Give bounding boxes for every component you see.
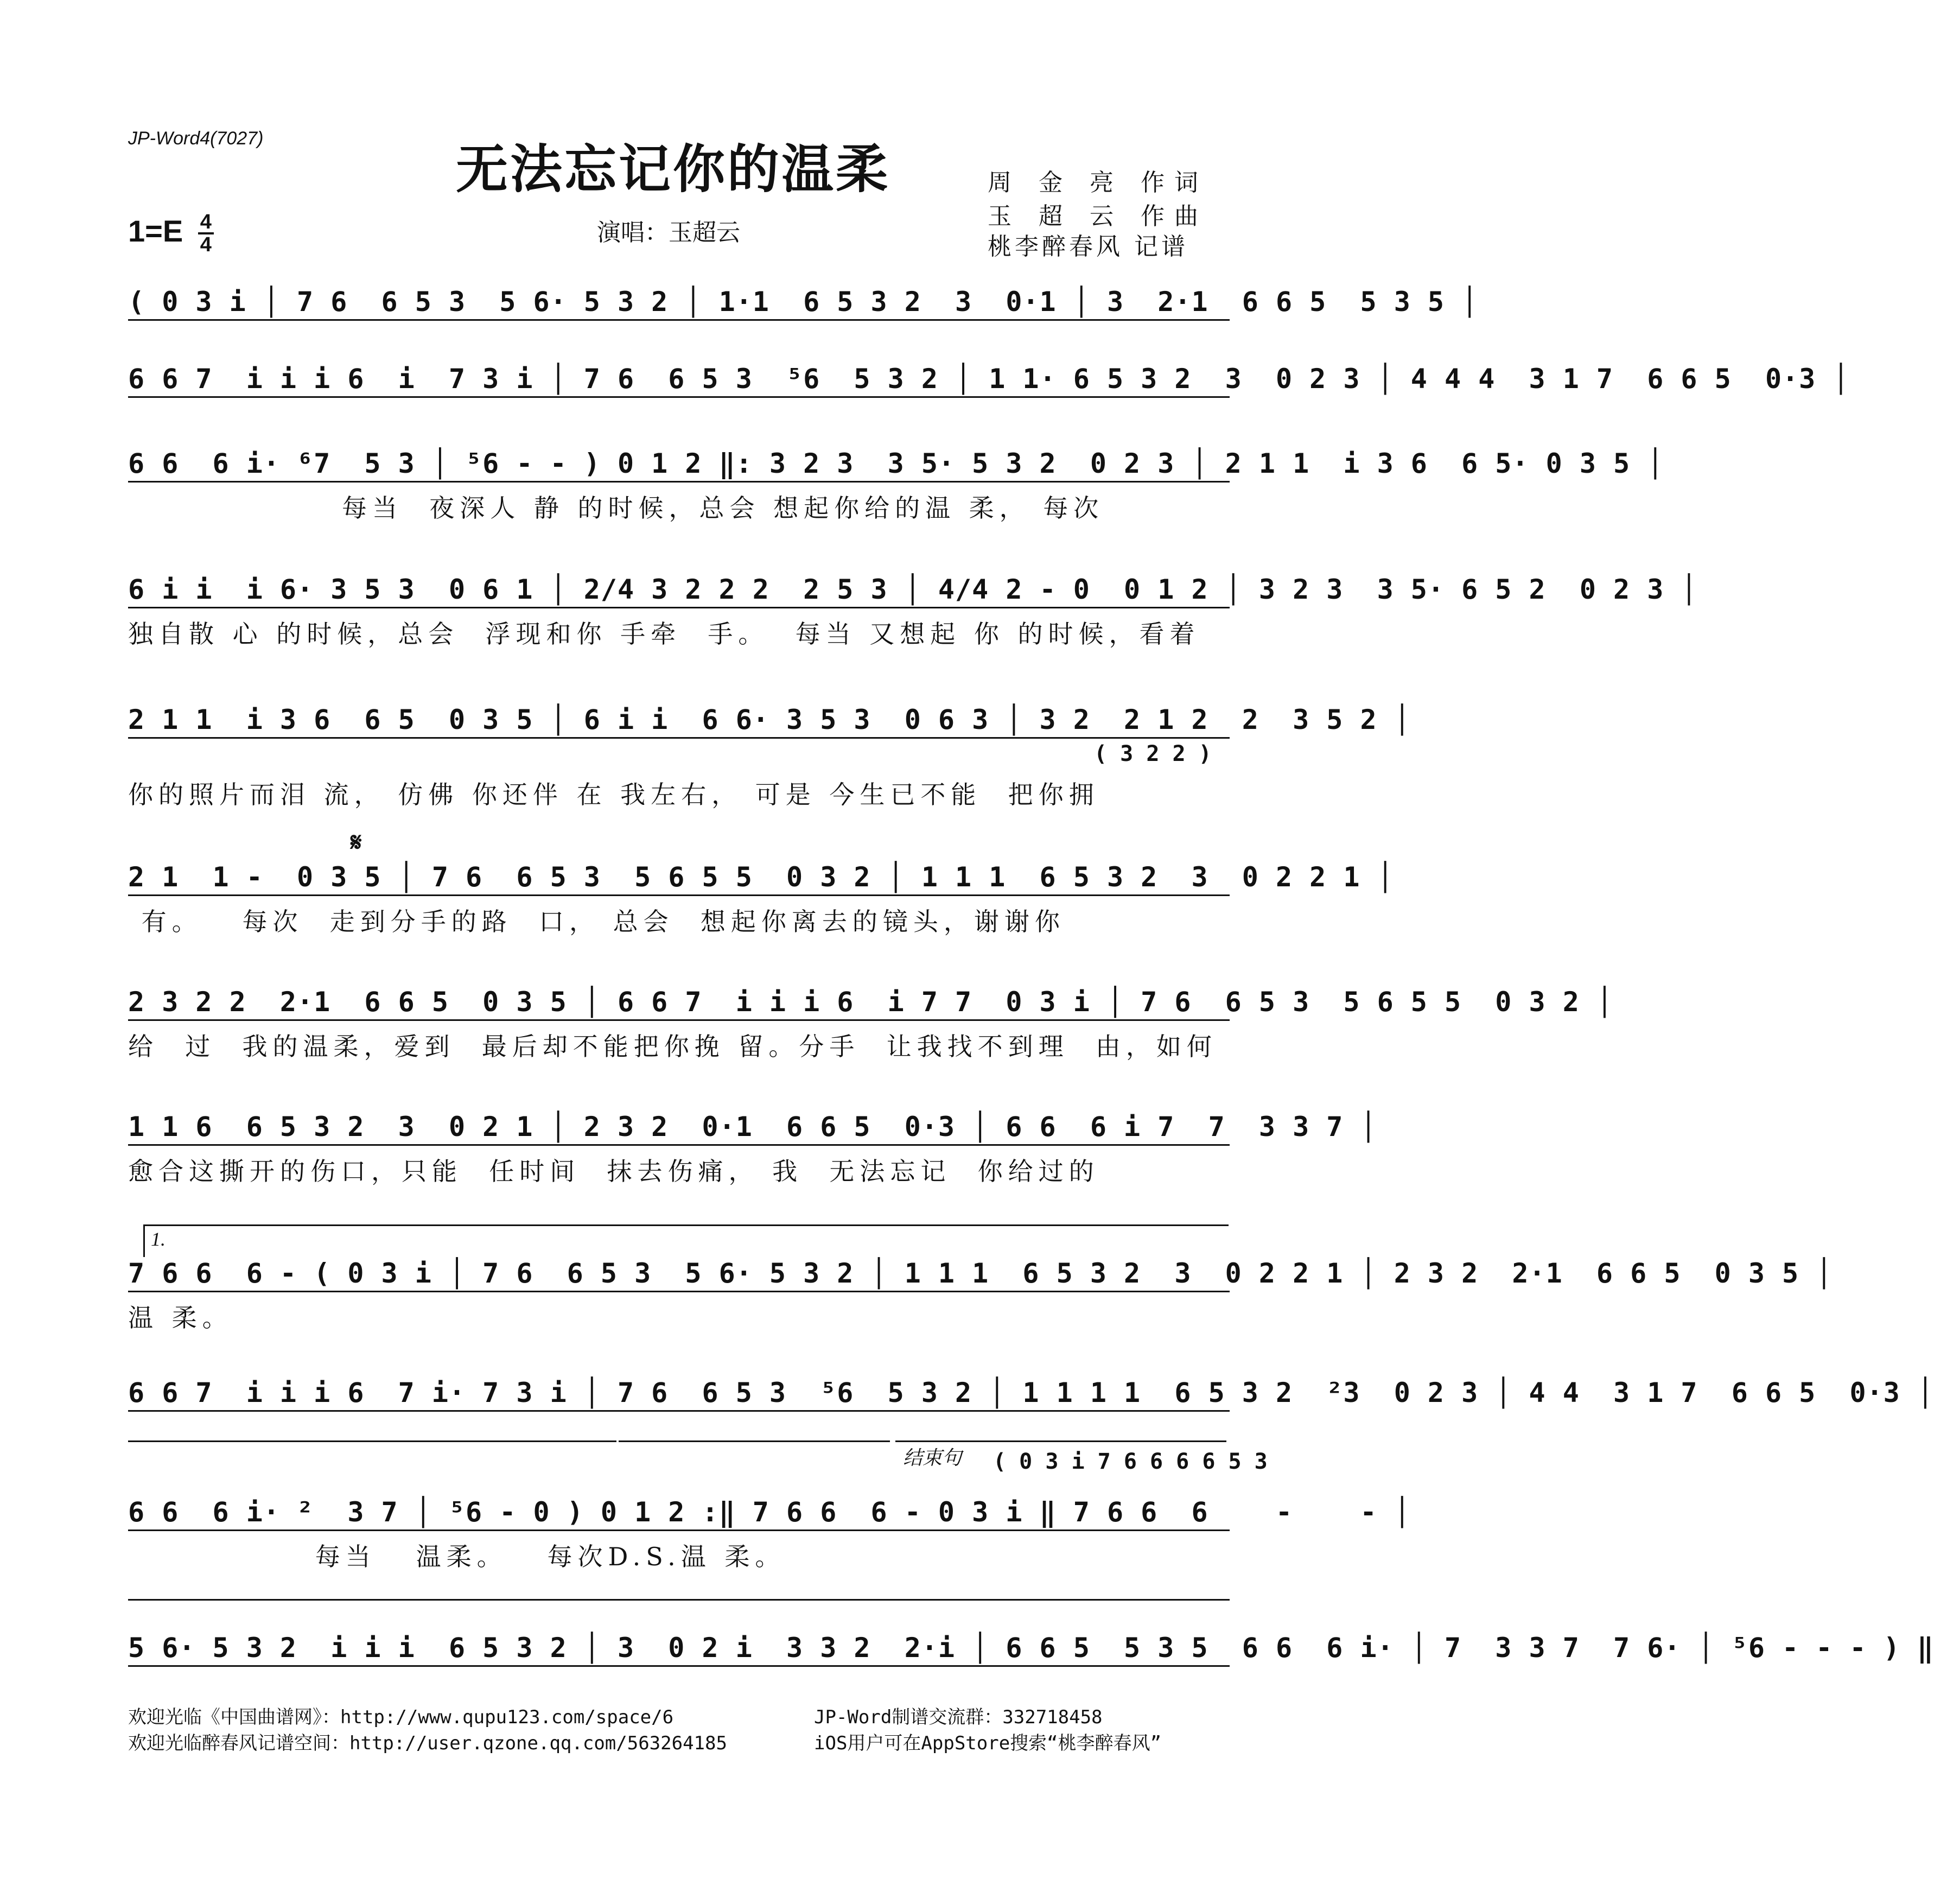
second-ending-bracket bbox=[619, 1440, 890, 1442]
key-label: 1=E bbox=[128, 213, 183, 248]
underline bbox=[128, 1410, 1230, 1412]
notes: 2 1 1 i 3 6 6 5 0 3 5 │ 6 i i 6 6· 3 5 3 0 6 3 │ 3 2 2 1 2 2 3 5 2 │ bbox=[128, 704, 1411, 735]
score-line-9 bbox=[128, 1257, 1833, 1332]
alt-notes: ( 3 2 2 ) bbox=[1094, 741, 1212, 766]
underline bbox=[128, 1291, 1230, 1292]
underline bbox=[128, 1665, 1230, 1667]
notes: 7 6 6 6 - ( 0 3 i │ 7 6 6 5 3 5 6· 5 3 2 │ 1 1 1 6 5 3 2 3 0 2 2 1 │ 2 3 2 2·1 6 6 5 0 3 5 │ bbox=[128, 1258, 1833, 1289]
lyricist-credit: 周 金 亮 作词 bbox=[988, 169, 1208, 196]
notes: 6 6 7 i i i 6 i 7 3 i │ 7 6 6 5 3 ⁵6 5 3 2 │ 1 1· 6 5 3 2 3 0 2 3 │ 4 4 4 3 1 7 6 6 5 0·3 │ bbox=[128, 363, 1850, 395]
time-denominator: 4 bbox=[200, 233, 212, 256]
song-title: 无法忘记你的温柔 bbox=[456, 138, 890, 200]
singer-credit: 演唱：玉超云 bbox=[597, 219, 740, 246]
score-line-6 bbox=[128, 827, 1394, 936]
time-numerator: 4 bbox=[198, 212, 214, 234]
first-ending-bracket bbox=[128, 1440, 616, 1442]
underline bbox=[128, 319, 1230, 321]
notes: 2 1 1 - 0 3 5 │ 7 6 6 5 3 5 6 5 5 0 3 2 │ 1 1 1 6 5 3 2 3 0 2 2 1 │ bbox=[128, 861, 1394, 893]
score-line-4 bbox=[128, 573, 1698, 649]
underline bbox=[128, 396, 1230, 398]
score-line-2 bbox=[128, 363, 1850, 395]
score-line-11 bbox=[128, 1496, 1411, 1571]
lyrics: 每当 温柔。 每次D.S.温 柔。 bbox=[128, 1542, 786, 1571]
time-signature bbox=[198, 212, 214, 255]
volta-bracket-left bbox=[143, 1224, 145, 1257]
score-line-8 bbox=[128, 1110, 1377, 1186]
footer-group: JP-Word制谱交流群：332718458 bbox=[814, 1706, 1103, 1728]
lyrics: 每当 夜深人 静 的时候，总会 想起你给的温 柔， 每次 bbox=[128, 493, 1104, 523]
lyrics: 你的照片而泪 流， 仿佛 你还伴 在 我左右， 可是 今生已不能 把你拥 bbox=[128, 780, 1099, 809]
footer-link-2: 欢迎光临醉春风记谱空间：http://user.qzone.qq.com/563264185 bbox=[128, 1732, 727, 1754]
volta-bracket bbox=[143, 1224, 1229, 1226]
footer-ios: iOS用户可在AppStore搜索“桃李醉春风” bbox=[814, 1732, 1162, 1754]
notes: 2 3 2 2 2·1 6 6 5 0 3 5 │ 6 6 7 i i i 6 i 7 7 0 3 i │ 7 6 6 5 3 5 6 5 5 0 3 2 │ bbox=[128, 986, 1614, 1018]
coda-bracket bbox=[895, 1440, 1226, 1442]
underline bbox=[128, 1529, 1230, 1531]
underline bbox=[128, 894, 1230, 896]
segno-icon: 𝄋 bbox=[351, 827, 362, 858]
underline bbox=[128, 481, 1230, 483]
lyrics: 愈合这撕开的伤口，只能 任时间 抹去伤痛， 我 无法忘记 你给过的 bbox=[128, 1157, 1099, 1186]
composer-credit: 玉 超 云 作曲 bbox=[988, 202, 1208, 230]
notes: 6 6 6 i· ⁶7 5 3 │ ⁵6 - - ) 0 1 2 ‖: 3 2 3 3 5· 5 3 2 0 2 3 │ 2 1 1 i 3 6 6 5· 0 3 5 │ bbox=[128, 448, 1664, 479]
lyrics: 给 过 我的温柔，爱到 最后却不能把你挽 留。分手 让我找不到理 由，如何 bbox=[128, 1032, 1217, 1061]
lyrics: 有。 每次 走到分手的路 口， 总会 想起你离去的镜头，谢谢你 bbox=[128, 907, 1065, 936]
software-tag: JP-Word4(7027) bbox=[128, 128, 264, 149]
ending-label: 结束句 bbox=[903, 1447, 962, 1469]
notes: 6 6 6 i· ² 3 7 │ ⁵6 - 0 ) 0 1 2 :‖ 7 6 6 6 - 0 3 i ‖ 7 6 6 6 - - │ bbox=[128, 1496, 1411, 1528]
ending-notes: ( 0 3 i 7 6 6 6 6 5 3 bbox=[993, 1449, 1268, 1474]
score-line-5 bbox=[128, 703, 1411, 809]
key-signature bbox=[128, 212, 214, 255]
score-line-3 bbox=[128, 447, 1664, 523]
section-divider bbox=[128, 1599, 1230, 1601]
underline bbox=[128, 1144, 1230, 1146]
notes: 6 6 7 i i i 6 7 i· 7 3 i │ 7 6 6 5 3 ⁵6 5 3 2 │ 1 1 1 1 6 5 3 2 ²3 0 2 3 │ 4 4 3 1 7 6 6 5 0·3 │ bbox=[128, 1377, 1934, 1408]
notes: ( 0 3 i │ 7 6 6 5 3 5 6· 5 3 2 │ 1·1 6 5 3 2 3 0·1 │ 3 2·1 6 6 5 5 3 5 │ bbox=[128, 286, 1479, 318]
notes: 5 6· 5 3 2 i i i 6 5 3 2 │ 3 0 2 i 3 3 2 2·i │ 6 6 5 5 3 5 6 6 6 i· │ 7 3 3 7 7 6· │ ⁵6 - - - ) ‖ bbox=[128, 1632, 1934, 1664]
volta-label: 1. bbox=[151, 1228, 166, 1250]
score-line-10 bbox=[128, 1376, 1934, 1409]
score-line-12 bbox=[128, 1632, 1934, 1664]
score-line-1 bbox=[128, 285, 1479, 318]
transcriber-credit: 桃李醉春风 记谱 bbox=[988, 233, 1188, 261]
underline bbox=[128, 607, 1230, 608]
notes: 6 i i i 6· 3 5 3 0 6 1 │ 2/4 3 2 2 2 2 5 3 │ 4/4 2 - 0 0 1 2 │ 3 2 3 3 5· 6 5 2 0 2 3 │ bbox=[128, 574, 1698, 605]
footer-link-1: 欢迎光临《中国曲谱网》：http://www.qupu123.com/space/6 bbox=[128, 1706, 674, 1728]
underline bbox=[128, 737, 1230, 739]
lyrics: 温 柔。 bbox=[128, 1303, 233, 1332]
lyrics: 独自散 心 的时候，总会 浮现和你 手牵 手。 每当 又想起 你 的时候，看着 bbox=[128, 619, 1200, 649]
notes: 1 1 6 6 5 3 2 3 0 2 1 │ 2 3 2 0·1 6 6 5 0·3 │ 6 6 6 i 7 7 3 3 7 │ bbox=[128, 1111, 1377, 1143]
score-line-7 bbox=[128, 986, 1614, 1061]
underline bbox=[128, 1019, 1230, 1021]
